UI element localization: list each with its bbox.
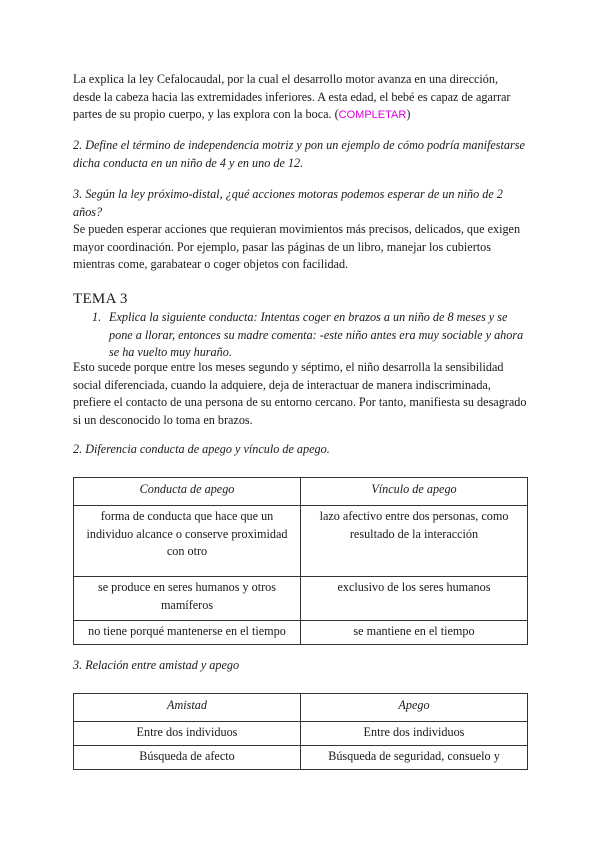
list-item: Explica la siguiente conducta: Intentas coger en brazos a un niño de 8 meses y se pone a llorar, entonces su madre comenta: -este niño antes era muy sociable y ahora se ha vuelto muy huraño. (109, 310, 524, 359)
table-header: Apego (301, 694, 528, 722)
question-tema3-3: 3. Relación entre amistad y apego (73, 658, 240, 672)
answer-3: Se pueden esperar acciones que requieran movimientos más precisos, delicados, que exigen mayor coordinación. Por ejemplo, pasar las páginas de un libro, manejar los cubiertos mientras come, garabatear o coger objetos con facilidad. (73, 222, 521, 271)
paragraph-text: La explica la ley Cefalocaudal, por la cual el desarrollo motor avanza en una dirección, desde la cabeza hacia las extremidades inferiores. A esta edad, el bebé es capaz de agarrar partes de su propio cuerpo, y las explora con la boca. (73, 72, 511, 121)
table-row: se produce en seres humanos y otros mamíferos exclusivo de los seres humanos (74, 577, 528, 621)
numbered-list (92, 309, 528, 362)
table-row: Búsqueda de afecto Búsqueda de seguridad, consuelo y (74, 746, 528, 770)
table-row: no tiene porqué mantenerse en el tiempo se mantiene en el tiempo (74, 621, 528, 645)
answer-tema3-1: Esto sucede porque entre los meses segundo y séptimo, el niño desarrolla la sensibilidad social diferenciada, cuando la adquiere, deja de interactuar de manera indiscriminada, prefiere el contacto de una persona de su entorno cercano. Por tanto, manifiesta su desagrado si un desconocido lo toma en brazos. (73, 360, 527, 427)
question-2: 2. Define el término de independencia motriz y pon un ejemplo de cómo podría manifestarse dicha conducta en un niño de 4 y en uno de 12. (73, 138, 525, 170)
paragraph-cefalocaudal: La explica la ley Cefalocaudal, por la cual el desarrollo motor avanza en una dirección, desde la cabeza hacia las extremidades inferiores. A esta edad, el bebé es capaz de agarrar partes de su propio cuerpo, y las explora con la boca. (COMPLETAR) (73, 72, 511, 121)
table-row: Entre dos individuos Entre dos individuos (74, 722, 528, 746)
table-row: forma de conducta que hace que un individuo alcance o conserve proximidad con otro lazo afectivo entre dos personas, como resultado de la interacción (74, 506, 528, 577)
section-heading: TEMA 3 (73, 291, 128, 307)
question-3-block (73, 186, 528, 274)
question-tema3-2: 2. Diferencia conducta de apego y vínculo de apego. (73, 442, 330, 456)
table-amistad-apego (73, 693, 528, 770)
completar-tag: COMPLETAR (338, 109, 407, 121)
table-header: Conducta de apego (74, 478, 301, 506)
question-3: 3. Según la ley próximo-distal, ¿qué acciones motoras podemos esperar de un niño de 2 años? (73, 187, 503, 219)
list-number: 1. (92, 310, 102, 324)
table-apego-vinculo (73, 477, 528, 645)
table-header: Vínculo de apego (301, 478, 528, 506)
table-header: Amistad (74, 694, 301, 722)
